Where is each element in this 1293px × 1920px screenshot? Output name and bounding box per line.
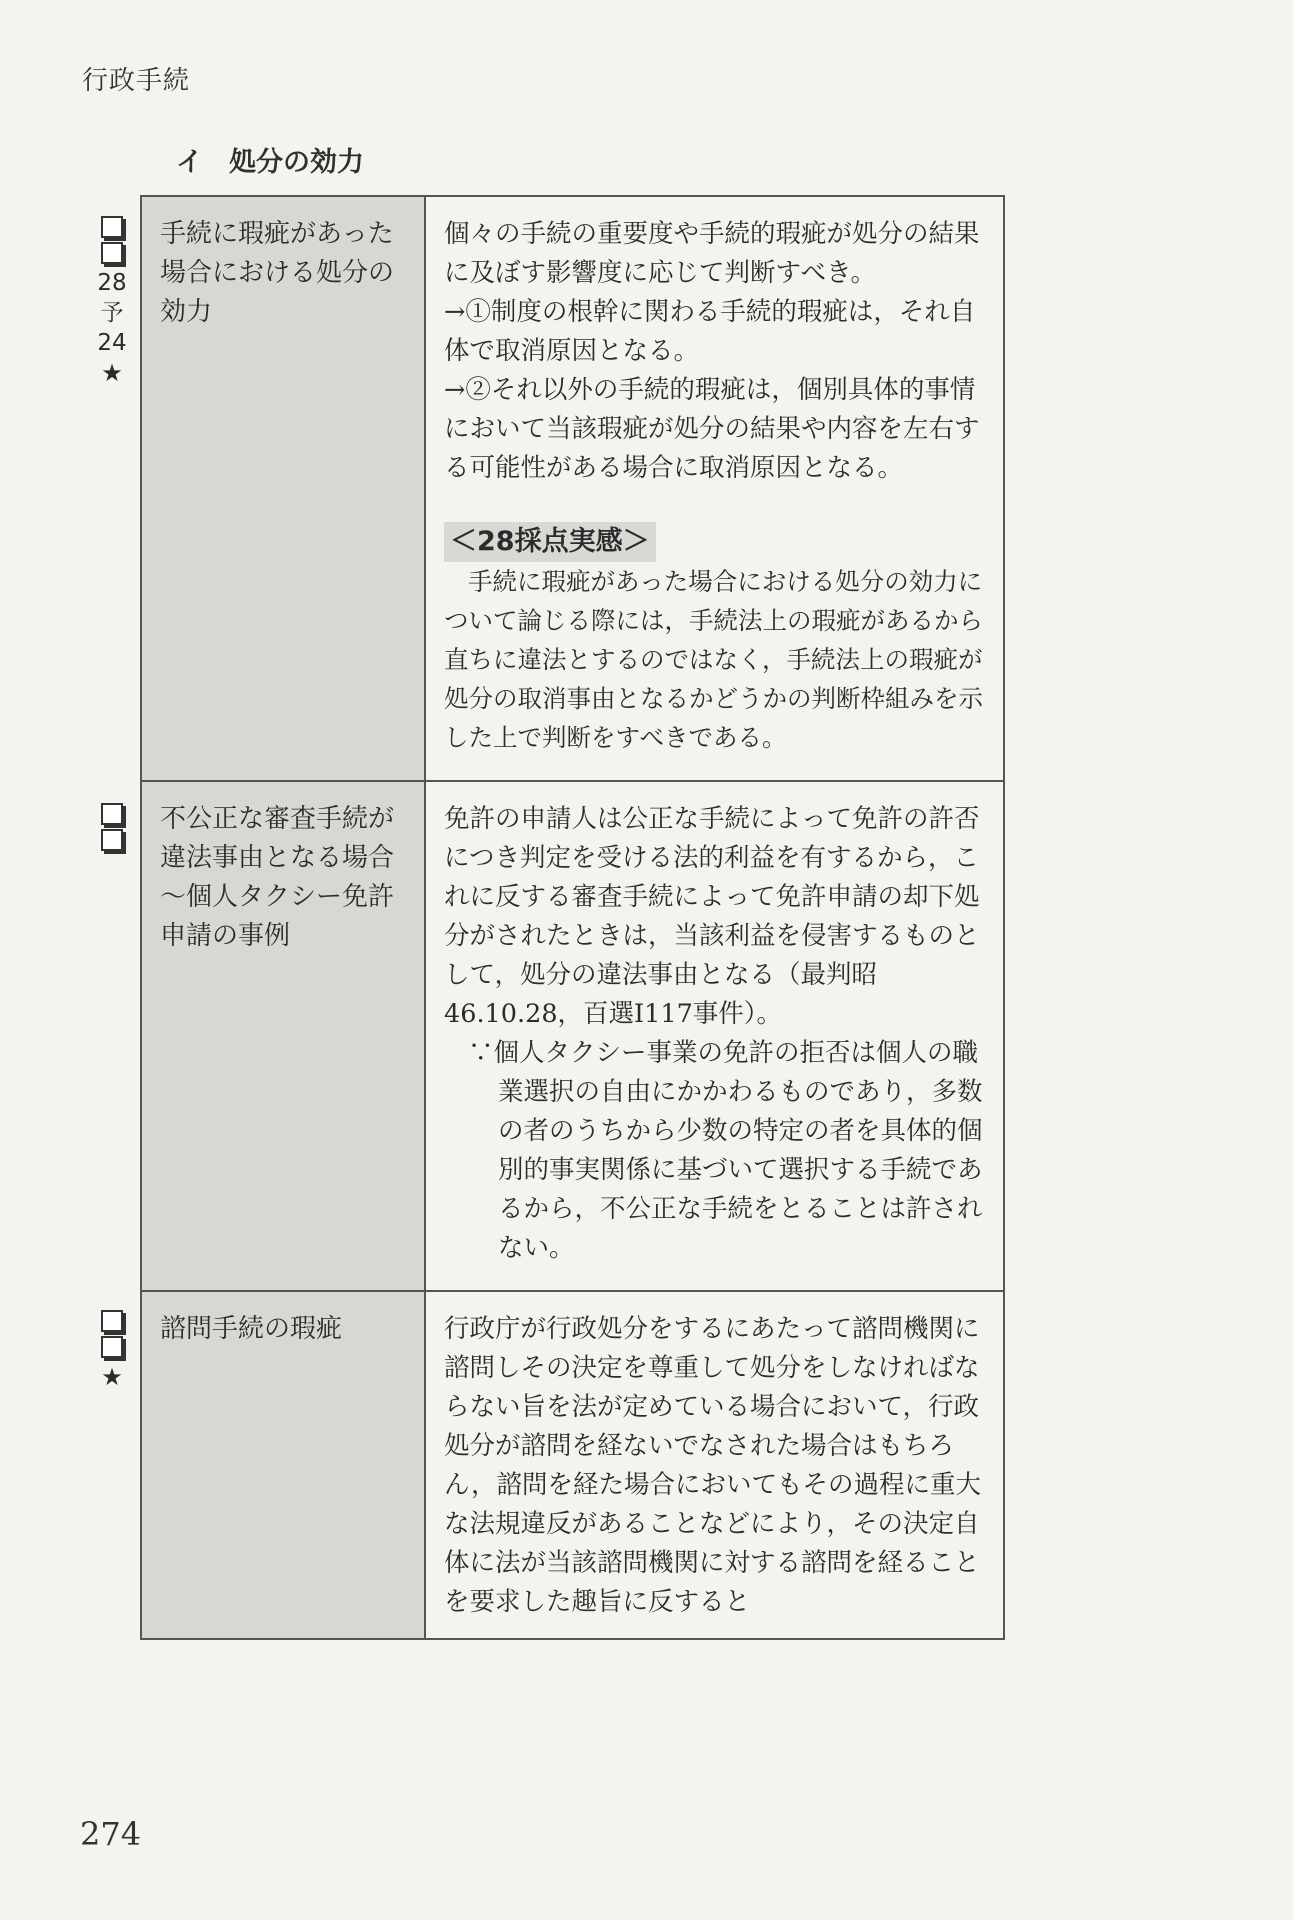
section-heading	[176, 140, 364, 179]
exam-year: 28	[97, 270, 127, 296]
review-checkbox[interactable]	[101, 829, 123, 851]
reason-paragraph: ∵個人タクシー事業の免許の拒否は個人の職業選択の自由にかかわるものであり，多数の者のうちから少数の特定の者を具体的個別的事実関係に基づいて選択する手続であるから，不公正な手続をとることは許されない。	[468, 1038, 983, 1263]
content-paragraph: →①制度の根幹に関わる手続的瑕疵は，それ自体で取消原因となる。	[444, 297, 976, 366]
review-checkbox[interactable]	[101, 1336, 123, 1358]
page-number: 274	[80, 1815, 142, 1853]
table-row	[142, 780, 1003, 1290]
importance-star-icon: ★	[101, 359, 123, 387]
review-checkbox[interactable]	[101, 242, 123, 264]
review-checkbox[interactable]	[101, 803, 123, 825]
topic-content	[426, 1292, 1003, 1638]
grading-comment-badge: ＜28採点実感＞	[444, 522, 656, 562]
running-header: 行政手続	[82, 66, 191, 96]
content-paragraph: 個々の手続の重要度や手続的瑕疵が処分の結果に及ぼす影響度に応じて判断すべき。	[444, 219, 980, 288]
topic-label: 諮問手続の瑕疵	[142, 1292, 426, 1638]
table-row	[142, 1290, 1003, 1638]
section-title-text: 処分の効力	[229, 147, 364, 178]
content-paragraph: →②それ以外の手続的瑕疵は，個別具体的事情において当該瑕疵が処分の結果や内容を左右する可能性がある場合に取消原因となる。	[444, 375, 980, 483]
margin-marks-row-3	[95, 1306, 129, 1392]
review-checkbox[interactable]	[101, 1310, 123, 1332]
prelim-mark: 予	[100, 300, 124, 326]
topic-content	[426, 197, 1003, 780]
section-marker: イ	[176, 147, 203, 178]
margin-marks-row-1	[95, 212, 129, 388]
table-row	[142, 197, 1003, 780]
topic-label: 不公正な審査手続が違法事由となる場合～個人タクシー免許申請の事例	[142, 782, 426, 1290]
summary-table	[140, 195, 1005, 1640]
grading-comment-text: 手続に瑕疵があった場合における処分の効力について論じる際には，手続法上の瑕疵があるから直ちに違法とするのではなく，手続法上の瑕疵が処分の取消事由となるかどうかの判断枠組みを示した上で判断をすべきである。	[444, 567, 983, 752]
margin-marks-row-2	[95, 799, 129, 855]
content-paragraph: 免許の申請人は公正な手続によって免許の許否につき判定を受ける法的利益を有するから，これに反する審査手続によって免許申請の却下処分がされたときは，当該利益を侵害するものとして，処分の違法事由となる（最判昭46.10.28，百選Ⅰ117事件）。	[444, 804, 980, 1029]
content-paragraph: 行政庁が行政処分をするにあたって諮問機関に諮問しその決定を尊重して処分をしなければならない旨を法が定めている場合において，行政処分が諮問を経ないでなされた場合はもちろん，諮問を経た場合においてもその過程に重大な法規違反があることなどにより，その決定自体に法が当該諮問機関に対する諮問を経ることを要求した趣旨に反すると	[444, 1314, 982, 1617]
topic-label: 手続に瑕疵があった場合における処分の効力	[142, 197, 426, 780]
topic-content	[426, 782, 1003, 1290]
prelim-year: 24	[97, 330, 127, 356]
review-checkbox[interactable]	[101, 216, 123, 238]
importance-star-icon: ★	[101, 1363, 123, 1391]
